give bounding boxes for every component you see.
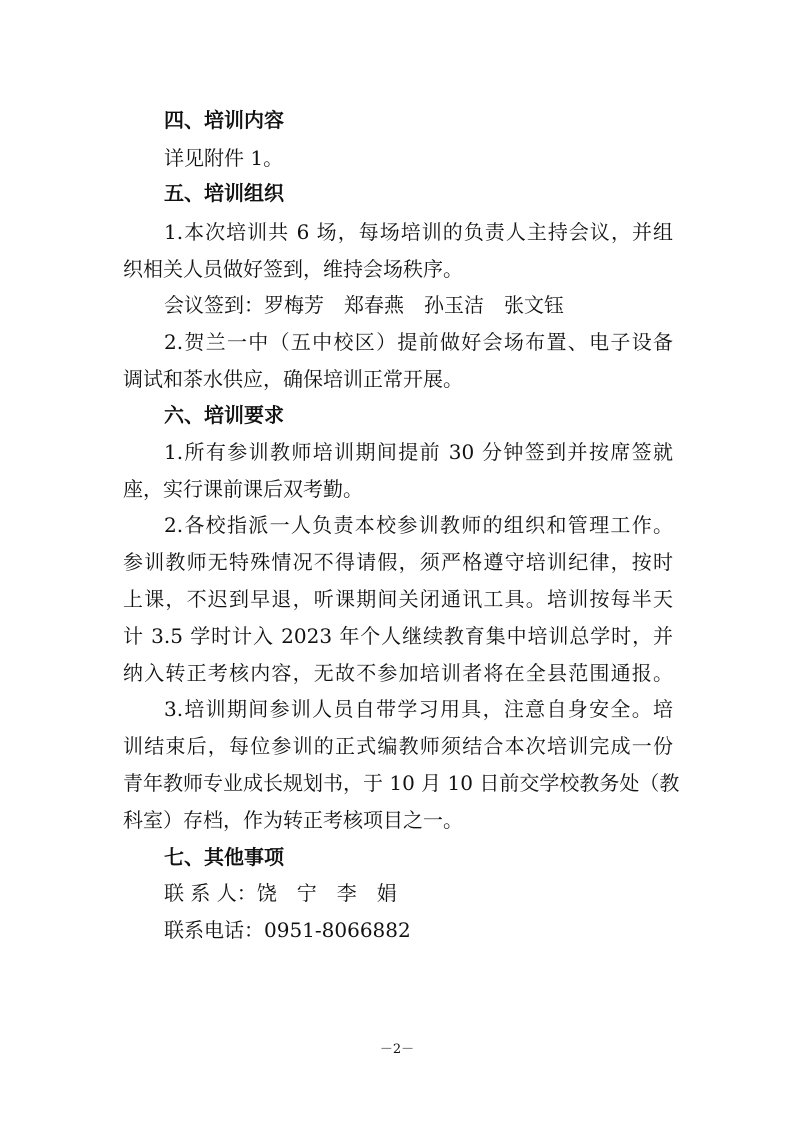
- section-4-text: 详见附件 1。: [164, 146, 284, 170]
- section-5-heading: 五、培训组织: [164, 181, 284, 205]
- section-6-paragraph-3-line-1: 3.培训期间参训人员自带学习用具，注意自身安全。培: [164, 697, 673, 721]
- contact-person-line: 联 系 人：饶 宁 李 娟: [164, 881, 397, 905]
- section-6-paragraph-2-line-4: 计 3.5 学时计入 2023 年个人继续教育集中培训总学时，并: [123, 624, 673, 648]
- section-6-paragraph-3-line-3: 青年教师专业成长规划书，于 10 月 10 日前交学校教务处（教: [123, 771, 680, 795]
- section-4-heading: 四、培训内容: [164, 108, 284, 132]
- section-6-heading: 六、培训要求: [164, 403, 284, 427]
- section-6-paragraph-1-line-1: 1.所有参训教师培训期间提前 30 分钟签到并按席签就: [164, 440, 673, 464]
- section-6-paragraph-3-line-4: 科室）存档，作为转正考核项目之一。: [123, 808, 463, 832]
- section-6-paragraph-3-line-2: 训结束后，每位参训的正式编教师须结合本次培训完成一份: [123, 734, 673, 758]
- section-6-paragraph-2-line-2: 参训教师无特殊情况不得请假，须严格遵守培训纪律，按时: [123, 550, 673, 574]
- page-number: －2－: [379, 1042, 415, 1057]
- section-5-paragraph-1-line-1: 1.本次培训共 6 场，每场培训的负责人主持会议，并组: [164, 220, 673, 244]
- section-5-paragraph-2-line-2: 调试和茶水供应，确保培训正常开展。: [123, 367, 463, 391]
- section-5-paragraph-1-line-2: 织相关人员做好签到，维持会场秩序。: [123, 257, 463, 281]
- section-6-paragraph-2-line-3: 上课，不迟到早退，听课期间关闭通讯工具。培训按每半天: [123, 587, 673, 611]
- section-6-paragraph-1-line-2: 座，实行课前课后双考勤。: [123, 477, 363, 501]
- section-7-heading: 七、其他事项: [164, 845, 284, 869]
- section-6-paragraph-2-line-5: 纳入转正考核内容，无故不参加培训者将在全县范围通报。: [123, 661, 673, 685]
- section-5-paragraph-2-line-1: 2.贺兰一中（五中校区）提前做好会场布置、电子设备: [164, 330, 673, 354]
- section-6-paragraph-2-line-1: 2.各校指派一人负责本校参训教师的组织和管理工作。: [164, 513, 673, 537]
- contact-phone-line: 联系电话：0951-8066882: [164, 918, 411, 942]
- section-5-signin-line: 会议签到：罗梅芳 郑春燕 孙玉洁 张文钰: [164, 293, 564, 317]
